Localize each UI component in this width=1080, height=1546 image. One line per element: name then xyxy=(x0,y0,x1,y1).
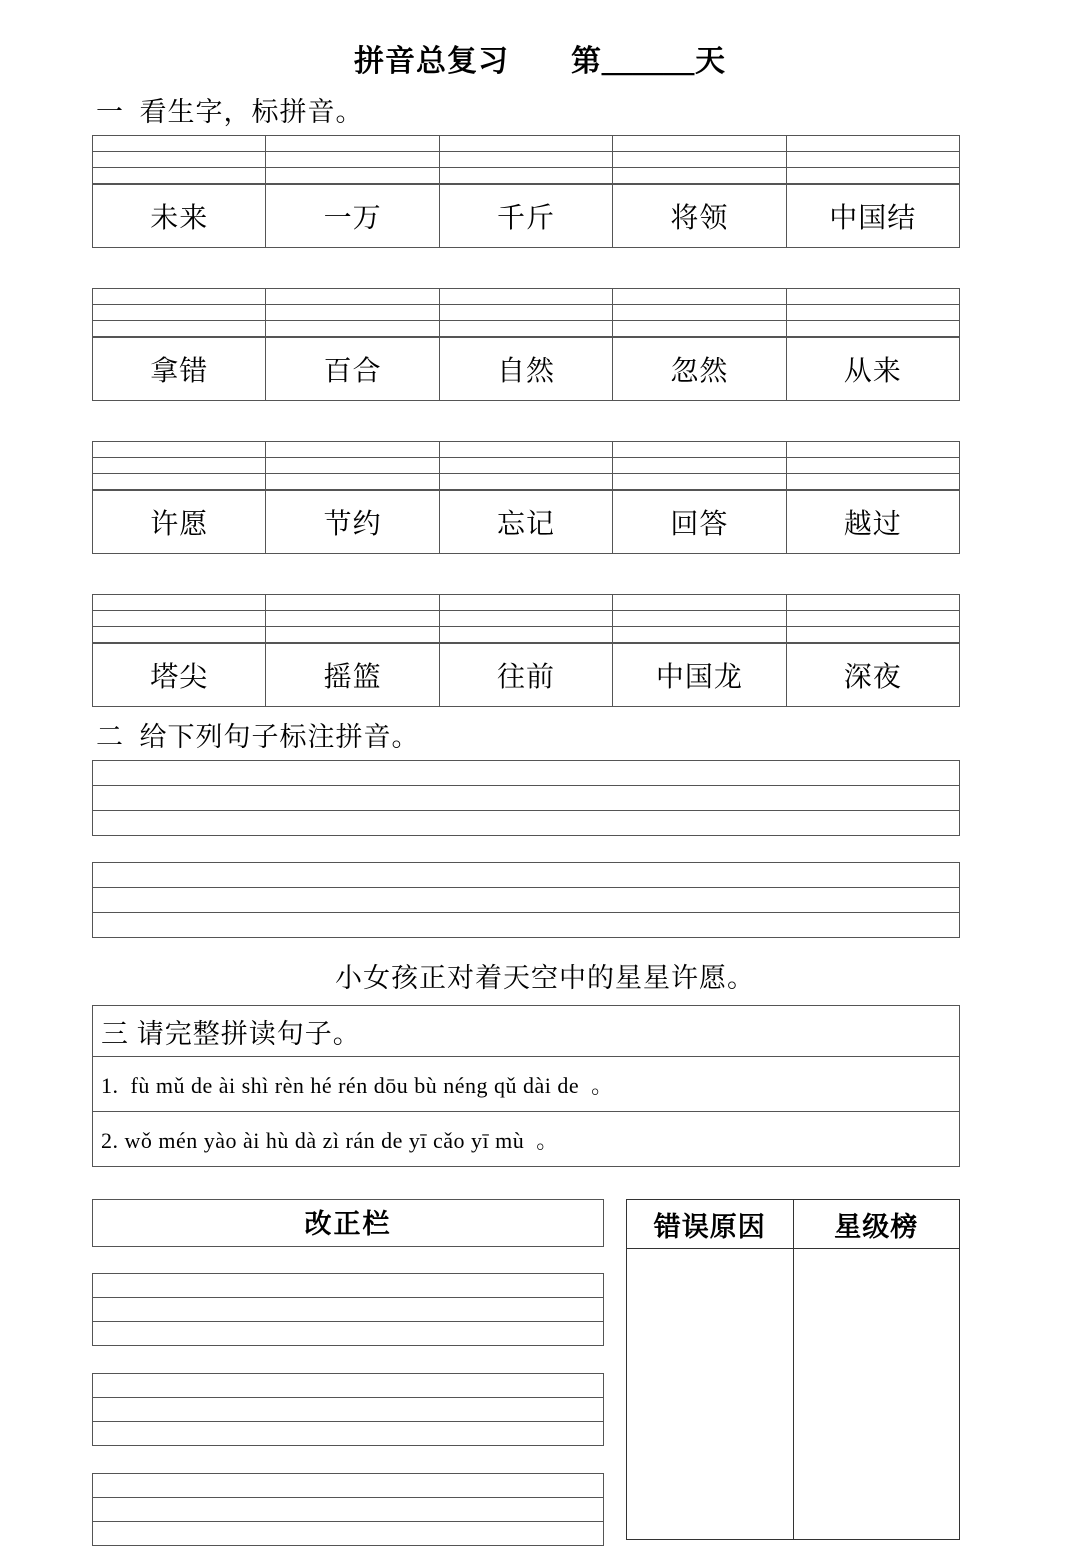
pinyin-write-cell[interactable] xyxy=(786,168,959,185)
pinyin-write-cell[interactable] xyxy=(93,442,266,458)
word-row xyxy=(93,184,960,248)
pinyin-write-row xyxy=(93,627,960,644)
pinyin-write-cell[interactable] xyxy=(786,289,959,305)
pinyin-write-row xyxy=(93,289,960,305)
pinyin-write-cell[interactable] xyxy=(266,289,439,305)
pinyin-write-row xyxy=(93,458,960,474)
section-three-box xyxy=(92,1005,960,1167)
pinyin-write-cell[interactable] xyxy=(786,595,959,611)
pinyin-write-cell[interactable] xyxy=(93,474,266,491)
word-table xyxy=(92,441,960,554)
pinyin-write-row xyxy=(93,595,960,611)
pinyin-write-row xyxy=(93,442,960,458)
pinyin-write-cell[interactable] xyxy=(439,627,612,644)
write-line-row xyxy=(93,888,960,913)
pinyin-write-cell[interactable] xyxy=(613,168,786,185)
word-cell: 拿错 xyxy=(93,337,266,401)
pinyin-sentence-row xyxy=(93,1112,960,1167)
word-cell: 自然 xyxy=(439,337,612,401)
pinyin-sentence-2: 2. wǒ mén yào ài hù dà zì rán de yī cǎo yī mù 。 xyxy=(93,1112,960,1167)
write-line-cell[interactable] xyxy=(93,1422,604,1446)
word-table xyxy=(92,135,960,248)
pinyin-write-cell[interactable] xyxy=(613,627,786,644)
pinyin-write-cell[interactable] xyxy=(786,474,959,491)
pinyin-sentence-row xyxy=(93,1057,960,1112)
pinyin-write-cell[interactable] xyxy=(439,321,612,338)
pinyin-write-cell[interactable] xyxy=(266,136,439,152)
write-line-row xyxy=(93,1422,604,1446)
write-line-cell[interactable] xyxy=(93,913,960,938)
block-gap xyxy=(0,836,1080,862)
sample-sentence: 小女孩正对着天空中的星星许愿。 xyxy=(335,963,755,993)
write-line-cell[interactable] xyxy=(93,786,960,811)
sentence-write-block xyxy=(92,760,960,836)
pinyin-write-row xyxy=(93,321,960,338)
word-table xyxy=(92,288,960,401)
pinyin-write-cell[interactable] xyxy=(786,152,959,168)
pinyin-write-row xyxy=(93,168,960,185)
pinyin-write-cell[interactable] xyxy=(613,595,786,611)
word-cell: 摇篮 xyxy=(266,643,439,707)
error-reason-cell[interactable] xyxy=(627,1249,794,1540)
word-cell: 中国结 xyxy=(786,184,959,248)
pinyin-write-cell[interactable] xyxy=(613,458,786,474)
write-line-row xyxy=(93,811,960,836)
pinyin-write-cell[interactable] xyxy=(93,321,266,338)
word-cell: 往前 xyxy=(439,643,612,707)
write-line-cell[interactable] xyxy=(93,811,960,836)
word-cell: 深夜 xyxy=(786,643,959,707)
pinyin-write-cell[interactable] xyxy=(93,595,266,611)
word-cell: 中国龙 xyxy=(613,643,786,707)
sentence-write-block xyxy=(92,862,960,938)
write-line-row xyxy=(93,786,960,811)
pinyin-write-cell[interactable] xyxy=(786,305,959,321)
pinyin-write-cell[interactable] xyxy=(613,305,786,321)
word-cell: 一万 xyxy=(266,184,439,248)
word-row xyxy=(93,643,960,707)
pinyin-write-cell[interactable] xyxy=(786,611,959,627)
write-line-cell[interactable] xyxy=(93,1474,604,1498)
pinyin-write-cell[interactable] xyxy=(439,595,612,611)
error-star-table xyxy=(626,1199,960,1540)
correction-write-block xyxy=(92,1373,604,1446)
word-table xyxy=(92,594,960,707)
word-cell: 忘记 xyxy=(439,490,612,554)
write-line-cell[interactable] xyxy=(93,1298,604,1322)
word-cell: 将领 xyxy=(613,184,786,248)
write-line-row xyxy=(93,1298,604,1322)
block-gap xyxy=(92,1446,604,1473)
write-line-cell[interactable] xyxy=(93,863,960,888)
write-line-cell[interactable] xyxy=(93,1274,604,1298)
pinyin-write-cell[interactable] xyxy=(439,611,612,627)
word-cell: 百合 xyxy=(266,337,439,401)
correction-write-block xyxy=(92,1273,604,1346)
word-cell: 许愿 xyxy=(93,490,266,554)
pinyin-write-cell[interactable] xyxy=(613,474,786,491)
pinyin-write-cell[interactable] xyxy=(786,442,959,458)
pinyin-write-cell[interactable] xyxy=(93,289,266,305)
pinyin-write-cell[interactable] xyxy=(266,168,439,185)
pinyin-write-cell[interactable] xyxy=(93,611,266,627)
pinyin-write-cell[interactable] xyxy=(439,305,612,321)
pinyin-write-row xyxy=(93,474,960,491)
pinyin-write-cell[interactable] xyxy=(439,442,612,458)
pinyin-write-cell[interactable] xyxy=(613,289,786,305)
pinyin-write-cell[interactable] xyxy=(93,152,266,168)
star-rank-cell[interactable] xyxy=(793,1249,960,1540)
correction-blank-blocks xyxy=(92,1273,604,1546)
table-gap xyxy=(0,554,1080,594)
write-line-row xyxy=(93,1474,604,1498)
write-line-row xyxy=(93,863,960,888)
pinyin-write-cell[interactable] xyxy=(786,136,959,152)
pinyin-write-cell[interactable] xyxy=(439,289,612,305)
pinyin-write-cell[interactable] xyxy=(439,136,612,152)
pinyin-write-row xyxy=(93,136,960,152)
write-line-row xyxy=(93,913,960,938)
write-line-row xyxy=(93,1398,604,1422)
pinyin-write-cell[interactable] xyxy=(266,595,439,611)
write-line-cell[interactable] xyxy=(93,1374,604,1398)
section-three-heading-row xyxy=(93,1006,960,1057)
error-star-body-row xyxy=(627,1249,960,1540)
pinyin-write-cell[interactable] xyxy=(439,152,612,168)
write-line-cell[interactable] xyxy=(93,888,960,913)
section-three-heading: 三 请完整拼读句子。 xyxy=(93,1006,960,1057)
pinyin-write-cell[interactable] xyxy=(93,305,266,321)
error-star-header-row xyxy=(627,1200,960,1249)
word-cell: 忽然 xyxy=(613,337,786,401)
write-line-cell[interactable] xyxy=(93,1398,604,1422)
pinyin-write-cell[interactable] xyxy=(93,458,266,474)
word-row xyxy=(93,490,960,554)
write-line-cell[interactable] xyxy=(93,1522,604,1546)
write-line-cell[interactable] xyxy=(93,1498,604,1522)
table-gap xyxy=(0,248,1080,288)
pinyin-write-cell[interactable] xyxy=(786,458,959,474)
block-gap xyxy=(92,1346,604,1373)
pinyin-write-cell[interactable] xyxy=(266,152,439,168)
write-line-row xyxy=(93,1374,604,1398)
page-title: 拼音总复习 第＿＿＿天 xyxy=(354,45,726,78)
pinyin-write-cell[interactable] xyxy=(93,627,266,644)
section-one-tables xyxy=(0,135,1080,707)
correction-title: 改正栏 xyxy=(92,1199,604,1247)
pinyin-write-cell[interactable] xyxy=(266,305,439,321)
pinyin-write-cell[interactable] xyxy=(613,611,786,627)
pinyin-write-cell[interactable] xyxy=(613,321,786,338)
write-line-row xyxy=(93,1274,604,1298)
pinyin-write-row xyxy=(93,611,960,627)
write-line-cell[interactable] xyxy=(93,1322,604,1346)
section-two-heading: 二 给下列句子标注拼音。 xyxy=(96,722,420,752)
pinyin-write-cell[interactable] xyxy=(439,474,612,491)
section-two-blank-blocks xyxy=(0,760,1080,938)
star-rank-title: 星级榜 xyxy=(793,1200,960,1249)
word-row xyxy=(93,337,960,401)
pinyin-sentence-1: 1. fù mǔ de ài shì rèn hé rén dōu bù néng qǔ dài de 。 xyxy=(93,1057,960,1112)
pinyin-write-cell[interactable] xyxy=(266,321,439,338)
write-line-row xyxy=(93,1322,604,1346)
word-cell: 未来 xyxy=(93,184,266,248)
pinyin-write-cell[interactable] xyxy=(266,474,439,491)
table-gap xyxy=(0,401,1080,441)
write-line-row xyxy=(93,1498,604,1522)
bottom-section xyxy=(92,1199,960,1539)
correction-write-block xyxy=(92,1473,604,1546)
word-cell: 越过 xyxy=(786,490,959,554)
section-one-heading: 一 看生字，标拼音。 xyxy=(96,97,364,127)
pinyin-write-cell[interactable] xyxy=(786,321,959,338)
word-cell: 从来 xyxy=(786,337,959,401)
pinyin-write-cell[interactable] xyxy=(613,152,786,168)
word-cell: 千斤 xyxy=(439,184,612,248)
pinyin-write-cell[interactable] xyxy=(439,458,612,474)
word-cell: 回答 xyxy=(613,490,786,554)
pinyin-write-cell[interactable] xyxy=(613,442,786,458)
word-cell: 塔尖 xyxy=(93,643,266,707)
write-line-row xyxy=(93,761,960,786)
correction-column xyxy=(92,1199,604,1546)
write-line-row xyxy=(93,1522,604,1546)
pinyin-write-cell[interactable] xyxy=(93,168,266,185)
word-cell: 节约 xyxy=(266,490,439,554)
pinyin-write-cell[interactable] xyxy=(613,136,786,152)
pinyin-write-row xyxy=(93,152,960,168)
error-reason-title: 错误原因 xyxy=(627,1200,794,1249)
pinyin-write-cell[interactable] xyxy=(93,136,266,152)
pinyin-write-cell[interactable] xyxy=(439,168,612,185)
pinyin-write-cell[interactable] xyxy=(266,611,439,627)
pinyin-write-cell[interactable] xyxy=(786,627,959,644)
pinyin-write-row xyxy=(93,305,960,321)
pinyin-write-cell[interactable] xyxy=(266,458,439,474)
pinyin-write-cell[interactable] xyxy=(266,442,439,458)
write-line-cell[interactable] xyxy=(93,761,960,786)
pinyin-write-cell[interactable] xyxy=(266,627,439,644)
